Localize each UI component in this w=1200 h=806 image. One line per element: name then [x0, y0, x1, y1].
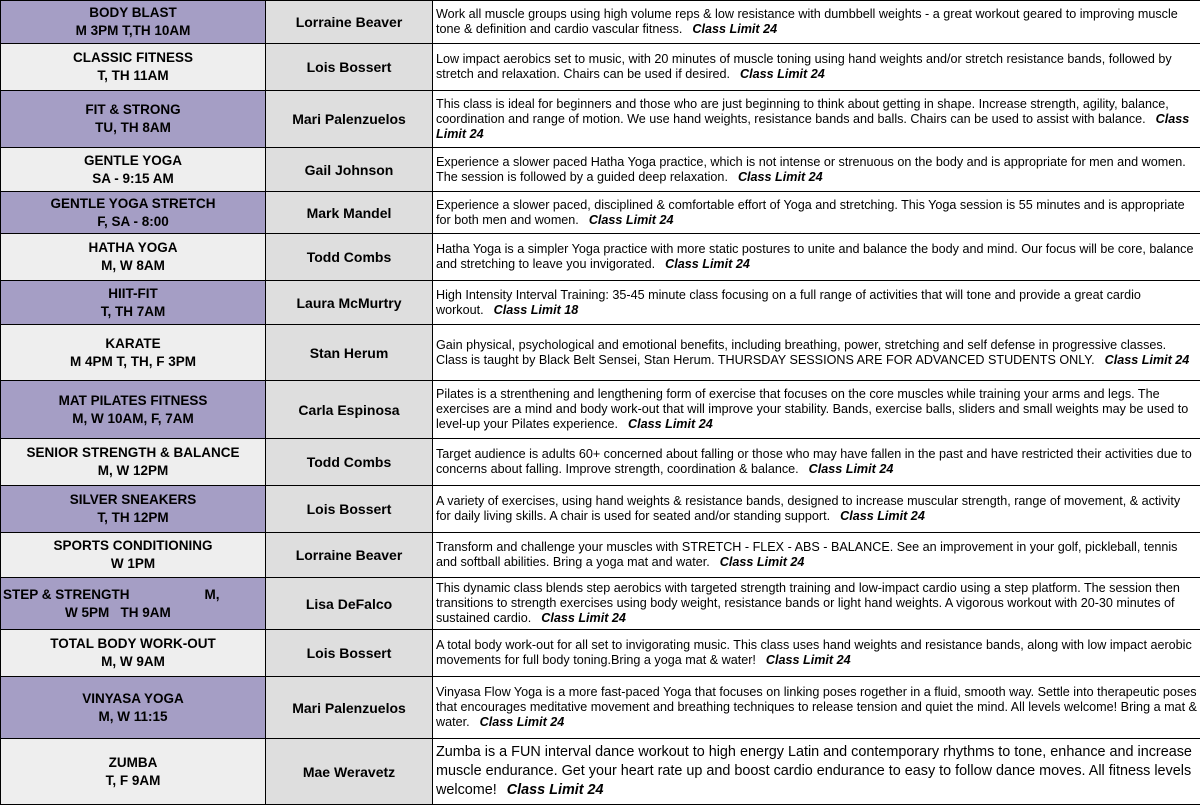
class-description-cell — [433, 486, 1200, 533]
class-name: STEP & STRENGTH M, — [3, 586, 220, 602]
table-row — [1, 234, 1200, 281]
class-name: SPORTS CONDITIONING — [53, 538, 213, 553]
instructor-name: Todd Combs — [266, 234, 433, 281]
table-row — [1, 486, 1200, 533]
class-cell — [1, 1, 266, 44]
class-cell — [1, 91, 266, 148]
class-name: SENIOR STRENGTH & BALANCE — [26, 445, 240, 460]
class-cell — [1, 533, 266, 578]
class-limit: Class Limit 24 — [479, 715, 565, 729]
table-row — [1, 739, 1200, 805]
instructor-name: Lois Bossert — [266, 630, 433, 677]
class-name: HATHA YOGA — [88, 240, 178, 255]
class-cell — [1, 148, 266, 192]
class-name: GENTLE YOGA — [83, 152, 182, 168]
table-row — [1, 439, 1200, 486]
class-limit: Class Limit 24 — [719, 555, 805, 569]
class-description-cell — [433, 325, 1200, 381]
class-limit: Class Limit 24 — [588, 212, 674, 227]
table-row — [1, 148, 1200, 192]
class-name: FIT & STRONG — [85, 102, 181, 117]
class-limit: Class Limit 24 — [1104, 352, 1190, 367]
instructor-name: Lisa DeFalco — [266, 578, 433, 630]
class-time: F, SA - 8:00 — [97, 213, 169, 229]
class-cell — [1, 739, 266, 805]
class-time: T, F 9AM — [105, 772, 161, 788]
class-description-cell — [433, 281, 1200, 325]
class-cell — [1, 281, 266, 325]
class-cell — [1, 677, 266, 739]
class-cell — [1, 486, 266, 533]
instructor-name: Mark Mandel — [266, 192, 433, 234]
instructor-name: Lorraine Beaver — [266, 1, 433, 44]
class-time: SA - 9:15 AM — [92, 170, 174, 186]
class-limit: Class Limit 24 — [665, 257, 750, 271]
class-description-cell — [433, 533, 1200, 578]
class-cell — [1, 234, 266, 281]
class-limit: Class Limit 24 — [737, 169, 823, 184]
class-time: M, W 12PM — [97, 463, 169, 478]
class-description: Gain physical, psychological and emotional benefits, including breathing, power, stretching and self defense in progressive classes. Class is taught by Black Belt Sensei, Stan Herum. THURSDAY SESSIONS ARE FOR ADVANCED STUDENTS ONLY. — [436, 337, 1167, 367]
class-description-cell — [433, 381, 1200, 439]
class-description-cell — [433, 91, 1200, 148]
class-description: Experience a slower paced, disciplined & comfortable effort of Yoga and stretching. This Yoga session is 55 minutes and is appropriate for both men and women. — [436, 197, 1185, 227]
instructor-name: Mari Palenzuelos — [266, 677, 433, 739]
class-description: High Intensity Interval Training: 35-45 minute class focusing on a full range of activities that will tone and provide a great cardio workout. — [436, 287, 1141, 317]
class-limit: Class Limit 24 — [506, 782, 604, 798]
instructor-name: Laura McMurtry — [266, 281, 433, 325]
class-time: M, W 8AM — [101, 258, 165, 273]
class-description-cell — [433, 148, 1200, 192]
class-name: KARATE — [105, 335, 161, 351]
instructor-name: Todd Combs — [266, 439, 433, 486]
class-time: M, W 9AM — [101, 654, 165, 669]
class-time: T, TH 12PM — [97, 510, 169, 525]
class-name: GENTLE YOGA STRETCH — [50, 195, 216, 211]
class-limit: Class Limit 24 — [541, 611, 626, 625]
class-name: BODY BLAST — [89, 5, 177, 20]
table-row — [1, 325, 1200, 381]
class-name: ZUMBA — [108, 754, 158, 770]
table-row — [1, 91, 1200, 148]
class-time: T, TH 7AM — [100, 303, 166, 319]
class-limit: Class Limit 24 — [692, 22, 778, 36]
class-limit: Class Limit 24 — [740, 67, 825, 81]
class-description-cell — [433, 439, 1200, 486]
class-description: Transform and challenge your muscles with STRETCH - FLEX - ABS - BALANCE. See an improvement in your golf, pickleball, tennis and softball abilities. Bring a yoga mat and water. — [436, 540, 1178, 569]
class-limit: Class Limit 24 — [840, 509, 925, 523]
class-cell — [1, 439, 266, 486]
class-description: Hatha Yoga is a simpler Yoga practice with more static postures to unite and balance the body and mind. Our focus will be core, balance and stretching to leave you invigorated. — [436, 242, 1194, 271]
class-cell — [1, 44, 266, 91]
class-description: A total body work-out for all set to invigorating music. This class uses hand weights and resistance bands, along with low impact aerobic movements for full body toning.Bring a yoga mat & water! — [436, 638, 1192, 667]
class-cell — [1, 325, 266, 381]
table-row — [1, 281, 1200, 325]
class-limit: Class Limit 24 — [808, 462, 894, 476]
class-time: M 4PM T, TH, F 3PM — [69, 353, 196, 369]
class-description-cell — [433, 44, 1200, 91]
class-time: T, TH 11AM — [97, 68, 169, 83]
table-row — [1, 630, 1200, 677]
class-cell — [1, 630, 266, 677]
instructor-name: Lois Bossert — [266, 486, 433, 533]
class-time: M, W 10AM, F, 7AM — [72, 410, 194, 426]
class-limit: Class Limit 24 — [628, 417, 713, 431]
class-name: MAT PILATES FITNESS — [58, 392, 208, 408]
table-row — [1, 44, 1200, 91]
class-description-cell — [433, 192, 1200, 234]
class-description: Low impact aerobics set to music, with 20 minutes of muscle toning using hand weights and/or stretch resistance bands, followed by stretch and relaxation. Chairs can be used if desired. — [436, 52, 1172, 81]
class-cell — [1, 192, 266, 234]
class-time: W 5PM TH 9AM — [65, 604, 171, 620]
class-name: VINYASA YOGA — [82, 690, 184, 706]
class-cell — [1, 578, 266, 630]
class-limit: Class Limit 24 — [765, 653, 851, 667]
class-limit: Class Limit 18 — [493, 302, 579, 317]
instructor-name: Gail Johnson — [266, 148, 433, 192]
class-cell — [1, 381, 266, 439]
instructor-name: Lois Bossert — [266, 44, 433, 91]
class-description: A variety of exercises, using hand weights & resistance bands, designed to increase muscular strength, range of movement, & activity for daily living skills. A chair is used for seated and/or standing support. — [436, 494, 1181, 523]
class-description: This dynamic class blends step aerobics with targeted strength training and low-impact cardio using a step platform. The session then transitions to strength exercises using body weight, resistance bands or light hand weights. A vigorous workout with 20-30 minutes of sustained cardio. — [436, 581, 1180, 625]
instructor-name: Stan Herum — [266, 325, 433, 381]
class-description-cell — [433, 578, 1200, 630]
class-name: HIIT-FIT — [108, 285, 158, 301]
class-description: This class is ideal for beginners and those who are just beginning to think about getting in shape. Increase strength, agility, balance, coordination and range of motion. We use hand weights, resistance bands and balls. Chairs can be used to assist with balance. — [436, 96, 1169, 126]
table-row — [1, 533, 1200, 578]
table-row — [1, 381, 1200, 439]
class-description: Pilates is a strenthening and lengthening form of exercise that focuses on the core muscles while training your arms and legs. The exercises are a mind and body work-out that will improve your stability. Bands, exercise balls, sliders and small weights may be used to level-up your Pilates experience. — [436, 387, 1189, 431]
class-description: Zumba is a FUN interval dance workout to high energy Latin and contemporary rhythms to tone, enhance and increase muscle endurance. Get your heart rate up and boost cardio endurance to easy to follow dance moves. All fitness levels welcome! — [436, 744, 1192, 798]
class-time: TU, TH 8AM — [95, 120, 171, 135]
instructor-name: Lorraine Beaver — [266, 533, 433, 578]
class-description-cell — [433, 739, 1200, 805]
class-name: CLASSIC FITNESS — [72, 50, 193, 65]
instructor-name: Mae Weravetz — [266, 739, 433, 805]
class-time: W 1PM — [110, 556, 156, 571]
table-row — [1, 192, 1200, 234]
table-row — [1, 1, 1200, 44]
class-description: Work all muscle groups using high volume reps & low resistance with dumbbell weights - a great workout geared to improving muscle tone & definition and cardio vascular fitness. — [436, 7, 1178, 36]
class-description: Target audience is adults 60+ concerned about falling or those who may have fallen in the past and have restricted their activities due to concerns about falling. Improve strength, coordination & balance. — [436, 447, 1192, 476]
class-description-cell — [433, 630, 1200, 677]
class-time: M, W 11:15 — [98, 708, 168, 724]
class-description-cell — [433, 234, 1200, 281]
class-name: SILVER SNEAKERS — [69, 492, 197, 507]
class-description-cell — [433, 677, 1200, 739]
table-row — [1, 578, 1200, 630]
class-description-cell — [433, 1, 1200, 44]
class-description: Vinyasa Flow Yoga is a more fast-paced Yoga that focuses on linking poses rogether in a fluid, smooth way. Settle into therapeutic poses that encourages meditative movement and breathing techniques to release tension and quiet the mind. All levels welcome! Bring a mat & water. — [436, 685, 1197, 729]
table-row — [1, 677, 1200, 739]
class-time: M 3PM T,TH 10AM — [75, 23, 191, 38]
class-name: TOTAL BODY WORK-OUT — [50, 636, 216, 651]
instructor-name: Carla Espinosa — [266, 381, 433, 439]
class-description: Experience a slower paced Hatha Yoga practice, which is not intense or strenuous on the body and is appropriate for men and women. The session is followed by a guided deep relaxation. — [436, 154, 1186, 184]
class-limit: Class Limit 24 — [436, 111, 1190, 141]
instructor-name: Mari Palenzuelos — [266, 91, 433, 148]
